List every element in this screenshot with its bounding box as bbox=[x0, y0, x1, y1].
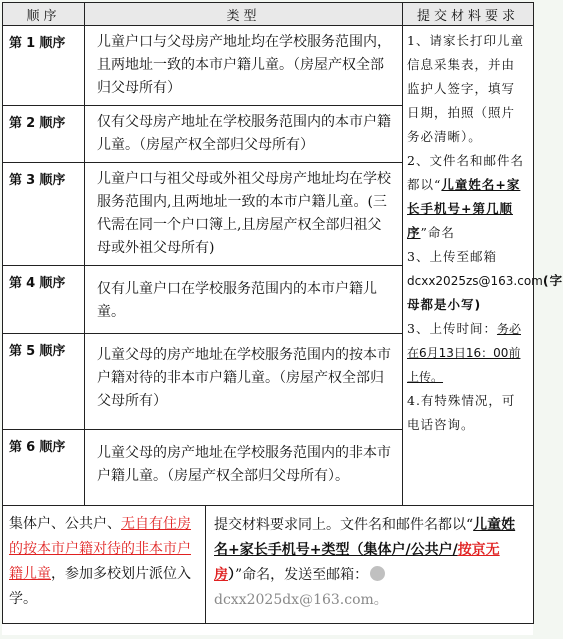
requirement-3: 3、上传至邮箱dcxx2025zs@163.com(字母都是小写) bbox=[407, 249, 563, 312]
header-type: 类型 bbox=[85, 3, 403, 26]
admission-order-table bbox=[2, 2, 563, 506]
order-cell: 第 4 顺序 bbox=[3, 266, 85, 334]
document-frame bbox=[2, 2, 563, 635]
order-cell: 第 2 顺序 bbox=[3, 106, 85, 163]
requirement-4: 4.有特殊情况，可电话咨询。 bbox=[407, 393, 516, 432]
requirement-1: 1、请家长打印儿童信息采集表，并由监护人签字，填写日期，拍照（照片务必清晰）。 bbox=[407, 33, 524, 144]
collective-household-table bbox=[2, 505, 534, 624]
order-cell: 第 1 顺序 bbox=[3, 26, 85, 106]
type-description: 儿童户口与祖父母或外祖父母房产地址均在学校服务范围内,且两地址一致的本市户籍儿童。(三代需在同一个户口簿上,且房屋产权全部归祖父母或外祖父母所有) bbox=[85, 163, 403, 266]
table-row bbox=[3, 26, 534, 106]
type-description: 儿童父母的房产地址在学校服务范围内的按本市户籍对待的非本市户籍儿童。（房屋产权全部归父母所有） bbox=[85, 334, 403, 430]
header-order: 顺序 bbox=[3, 3, 85, 26]
header-requirements: 提交材料要求 bbox=[403, 3, 534, 26]
type-description: 儿童父母的房产地址在学校服务范围内的非本市户籍儿童。（房屋产权全部归父母所有）。 bbox=[85, 430, 403, 506]
upload-email: dcxx2025zs@163.com bbox=[407, 274, 543, 288]
destination-email: dcxx2025dx@163.com。 bbox=[214, 591, 388, 608]
table-header-row bbox=[3, 3, 534, 26]
order-cell: 第 5 顺序 bbox=[3, 334, 85, 430]
requirement-2: 2、文件名和邮件名都以“儿童姓名+家长手机号+第几顺序”命名 bbox=[407, 153, 524, 240]
type-description: 仅有儿童户口在学校服务范围内的本市户籍儿童。 bbox=[85, 266, 403, 334]
requirements-cell bbox=[403, 26, 563, 506]
type-description: 儿童户口与父母房产地址均在学校服务范围内，且两地址一致的本市户籍儿童。（房屋产权全部归父母所有） bbox=[85, 26, 403, 106]
table-row bbox=[3, 505, 534, 623]
type-description: 仅有父母房产地址在学校服务范围内的本市户籍儿童。（房屋产权全部归父母所有） bbox=[85, 106, 403, 163]
order-cell: 第 6 顺序 bbox=[3, 430, 85, 506]
requirement-upload-time: 3、上传时间：务必在6月13日16：00前上传。 bbox=[407, 321, 521, 384]
order-cell: 第 3 顺序 bbox=[3, 163, 85, 266]
collective-household-requirements: 提交材料要求同上。文件名和邮件名都以“儿童姓名+家长手机号+类型（集体户/公共户/按京无房）”命名，发送至邮箱：dcxx2025dx@163.com。 bbox=[206, 505, 534, 623]
collective-household-type: 集体户、公共户、无自有住房的按本市户籍对待的非本市户籍儿童，参加多校划片派位入学。 bbox=[3, 505, 206, 623]
watermark-logo-icon bbox=[370, 566, 385, 581]
